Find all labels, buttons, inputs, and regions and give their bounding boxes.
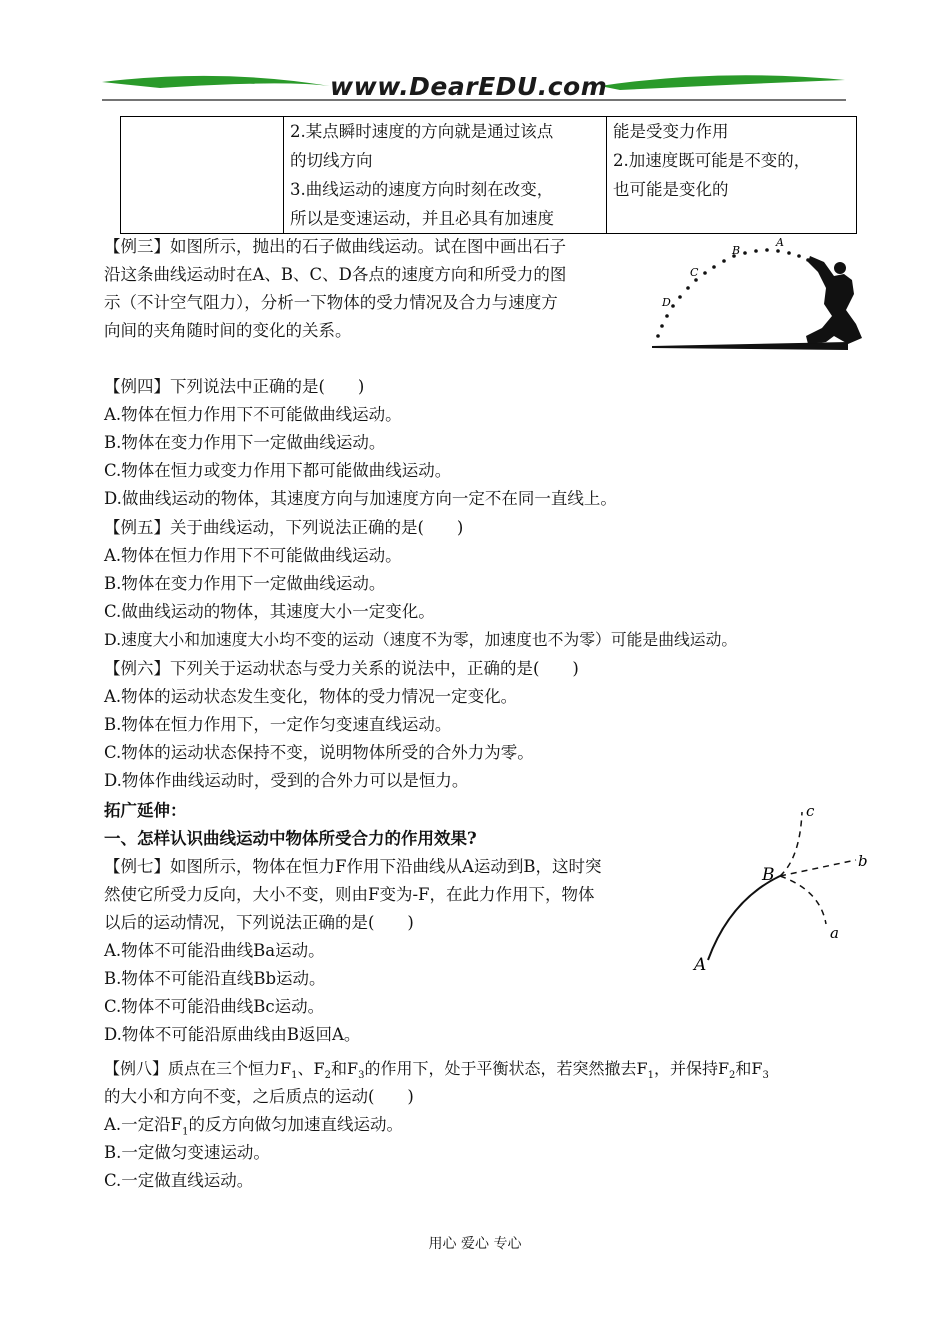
ex8-line: 的大小和方向不变，之后质点的运动( ) [104,1087,414,1106]
fig-label-c: c [806,802,815,820]
ex4-option: A.物体在恒力作用下不可能做曲线运动。 [104,405,402,424]
ex3-line: 【例三】如图所示，抛出的石子做曲线运动。试在图中画出石子 [104,237,566,256]
ex5-option: B.物体在变力作用下一定做曲线运动。 [104,574,386,593]
ex7-line: 【例七】如图所示，物体在恒力F作用下沿曲线从A运动到B，这时突 [104,857,602,876]
table-cell-col2: 2.某点瞬时速度的方向就是通过该点 的切线方向 3.曲线运动的速度方向时刻在改变， 所以是变速运动，并且必具有加速度 [284,117,607,234]
ex7-option: D.物体不可能沿原曲线由B返回A。 [104,1025,361,1044]
fig-label-d: D [662,296,671,309]
table-cell-col3: 能是受变力作用 2.加速度既可能是不变的， 也可能是变化的 [607,117,857,234]
header-logo-text: www.DearEDU.com [330,72,608,101]
ex6-line: 【例六】下列关于运动状态与受力关系的说法中，正确的是( ) [104,659,579,678]
ex4-option: D.做曲线运动的物体，其速度方向与加速度方向一定不在同一直线上。 [104,489,617,508]
extension-title: 拓广延伸： [104,801,187,820]
fig-label-B: B [762,865,775,885]
ex6-option: B.物体在恒力作用下，一定作匀变速直线运动。 [104,715,452,734]
ex7-option: C.物体不可能沿曲线Bc运动。 [104,997,325,1016]
extension-subtitle: 一、怎样认识曲线运动中物体所受合力的作用效果? [104,829,477,848]
fig-label-c: C [690,266,699,279]
table-cell-empty [121,117,284,234]
ex5-option: C.做曲线运动的物体，其速度大小一定变化。 [104,602,435,621]
ex4-line: 【例四】下列说法中正确的是( ) [104,377,365,396]
ex8-line: 【例八】质点在三个恒力$F_1$、$F_2$和$F_3$的作用下，处于平衡状态，若突然撤去$F_1$，并保持$F_2$和$F_3$ [104,1059,769,1082]
fig-label-a: a [830,924,839,942]
ex8-option: C.一定做直线运动。 [104,1171,254,1190]
summary-table [120,116,857,234]
ex3-line: 沿这条曲线运动时在A、B、C、D各点的速度方向和所受力的图 [104,265,567,284]
ex7-option: B.物体不可能沿直线Bb运动。 [104,969,326,988]
thrower-icon [806,256,862,344]
ex6-option: D.物体作曲线运动时，受到的合外力可以是恒力。 [104,771,469,790]
ex6-option: A.物体的运动状态发生变化，物体的受力情况一定变化。 [104,687,518,706]
ex5-option: D.速度大小和加速度大小均不变的运动（速度不为零，加速度也不为零）可能是曲线运动。 [104,630,738,649]
fig-label-A: A [694,955,707,975]
ex3-line: 示（不计空气阻力），分析一下物体的受力情况及合力与速度方 [104,293,558,312]
ex3-line: 向间的夹角随时间的变化的关系。 [104,321,352,340]
ex7-line: 然使它所受力反向，大小不变，则由F变为-F，在此力作用下，物体 [104,885,595,904]
stone-throw-figure [648,232,880,372]
fig-label-b: B [732,244,741,257]
ex7-option: A.物体不可能沿曲线Ba运动。 [104,941,325,960]
ex5-option: A.物体在恒力作用下不可能做曲线运动。 [104,546,402,565]
fig-label-b: b [858,852,868,870]
ex5-line: 【例五】关于曲线运动，下列说法正确的是( ) [104,518,464,537]
ex8-option: A.一定沿$F_1$的反方向做匀加速直线运动。 [104,1115,403,1138]
ex4-option: C.物体在恒力或变力作用下都可能做曲线运动。 [104,461,452,480]
ex6-option: C.物体的运动状态保持不变，说明物体所受的合外力为零。 [104,743,534,762]
fig-label-a: A [776,236,784,249]
ex7-line: 以后的运动情况，下列说法正确的是( ) [104,913,414,932]
curve-ab-figure [690,800,880,980]
ex8-option: B.一定做匀变速运动。 [104,1143,270,1162]
page-footer: 用心 爱心 专心 [428,1236,522,1252]
ex4-option: B.物体在变力作用下一定做曲线运动。 [104,433,386,452]
